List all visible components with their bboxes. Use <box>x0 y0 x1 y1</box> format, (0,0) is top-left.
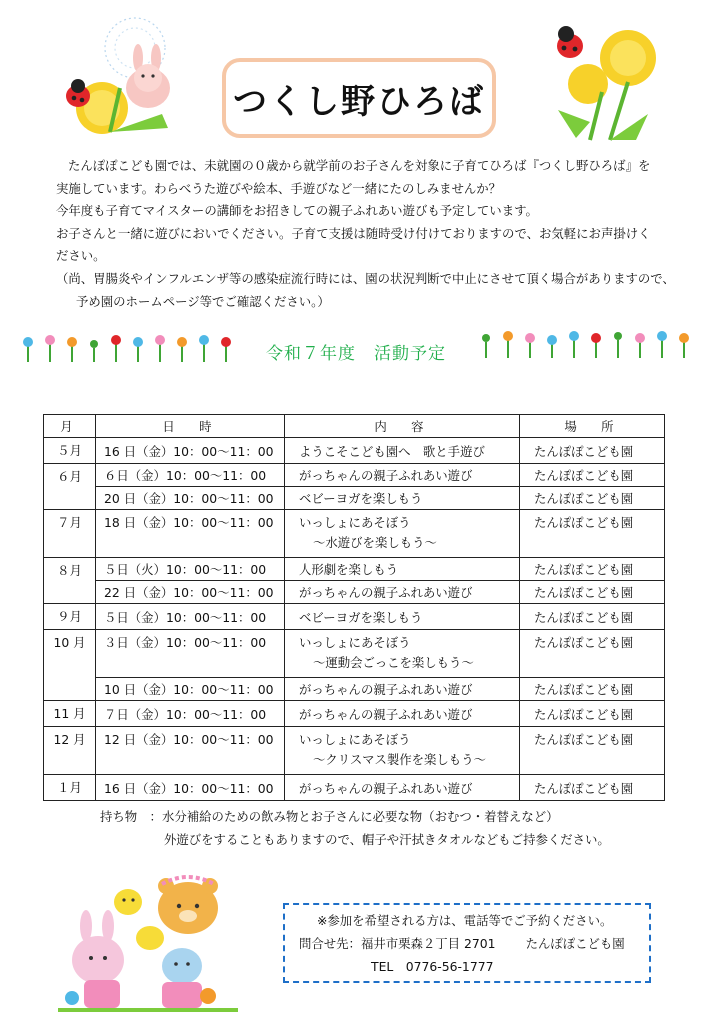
month-cell: ８月 <box>44 558 96 604</box>
content-cell <box>285 630 520 678</box>
place-cell: たんぽぽこども園 <box>520 604 665 630</box>
date-cell: ５日（火）10：00～11：00 <box>96 558 285 581</box>
content-cell: がっちゃんの親子ふれあい遊び <box>285 701 520 727</box>
content-cell: ようこそこども園へ 歌と手遊び <box>285 438 520 464</box>
place-cell: たんぽぽこども園 <box>520 438 665 464</box>
content-cell: がっちゃんの親子ふれあい遊び <box>285 775 520 801</box>
content-cell: がっちゃんの親子ふれあい遊び <box>285 678 520 701</box>
table-row <box>44 701 665 727</box>
dandelion-bunny-illustration <box>50 10 200 140</box>
table-row <box>44 727 665 775</box>
date-cell: 18 日（金）10：00～11：00 <box>96 510 285 558</box>
intro-note: （尚、胃腸炎やインフルエンザ等の感染症流行時には、園の状況判断で中止にさせて頂く場合がありますので、 <box>56 270 675 286</box>
content-subtitle: ～水遊びを楽しもう～ <box>313 535 437 550</box>
table-row <box>44 558 665 581</box>
items-line: 水分補給のための飲み物とお子さんに必要な物（おむつ・着替えなど） <box>162 809 559 824</box>
table-row <box>44 510 665 558</box>
place-cell: たんぽぽこども園 <box>520 510 665 558</box>
intro-line: たんぽぽこども園では、未就園の０歳から就学前のお子さんを対象に子育てひろば『つくし野ひろば』を <box>68 158 651 173</box>
date-cell: 22 日（金）10：00～11：00 <box>96 581 285 604</box>
content-cell: ベビーヨガを楽しもう <box>285 487 520 510</box>
place-cell: たんぽぽこども園 <box>520 775 665 801</box>
table-row <box>44 438 665 464</box>
date-cell: 16 日（金）10：00～11：00 <box>96 775 285 801</box>
contact-phone: TEL 0776-56-1777 <box>371 959 494 974</box>
month-cell: ５月 <box>44 438 96 464</box>
intro-line: 実施しています。わらべうた遊びや絵本、手遊びなど一緒にたのしみませんか？ <box>56 180 502 196</box>
title-box <box>222 58 496 138</box>
place-cell: たんぽぽこども園 <box>520 558 665 581</box>
content-cell: ベビーヨガを楽しもう <box>285 604 520 630</box>
month-cell: １月 <box>44 775 96 801</box>
header-content: 内 容 <box>285 415 520 438</box>
place-cell: たんぽぽこども園 <box>520 727 665 775</box>
place-cell: たんぽぽこども園 <box>520 701 665 727</box>
intro-line: 今年度も子育てマイスターの講師をお招きしての親子ふれあい遊びも予定しています。 <box>56 203 538 219</box>
place-cell: たんぽぽこども園 <box>520 581 665 604</box>
intro-paragraph <box>56 155 676 313</box>
header-month: 月 <box>44 415 96 438</box>
items-line: 外遊びをすることもありますので、帽子や汗拭きタオルなどもご持参ください。 <box>164 831 610 847</box>
month-cell: 10 月 <box>44 630 96 701</box>
intro-line: ださい。 <box>56 248 106 264</box>
animals-illustration <box>58 868 238 1014</box>
table-row <box>44 581 665 604</box>
header-datetime: 日 時 <box>96 415 285 438</box>
date-cell: 10 日（金）10：00～11：00 <box>96 678 285 701</box>
contact-address: 問合せ先：福井市栗森２丁目 2701 <box>299 936 496 951</box>
content-cell: がっちゃんの親子ふれあい遊び <box>285 464 520 487</box>
section-heading: 令和７年度 活動予定 <box>266 344 446 364</box>
date-cell: 16 日（金）10：00～11：00 <box>96 438 285 464</box>
table-row <box>44 464 665 487</box>
table-header-row <box>44 415 665 438</box>
table-row <box>44 678 665 701</box>
flower-strip-left <box>20 328 250 364</box>
content-cell <box>285 510 520 558</box>
month-cell: ７月 <box>44 510 96 558</box>
page-title: つくし野ひろば <box>233 81 485 122</box>
place-cell: たんぽぽこども園 <box>520 678 665 701</box>
table-row <box>44 487 665 510</box>
place-cell: たんぽぽこども園 <box>520 464 665 487</box>
reservation-note: ※参加を希望される方は、電話等でご予約ください。 <box>317 913 613 928</box>
content-title: いっしょにあそぼう <box>299 515 411 530</box>
content-subtitle: ～クリスマス製作を楽しもう～ <box>313 752 486 767</box>
place-cell: たんぽぽこども園 <box>520 630 665 678</box>
month-cell: 11 月 <box>44 701 96 727</box>
schedule-table <box>43 414 665 801</box>
content-title: いっしょにあそぼう <box>299 635 411 650</box>
month-cell: ６月 <box>44 464 96 510</box>
content-cell: がっちゃんの親子ふれあい遊び <box>285 581 520 604</box>
date-cell: ３日（金）10：00～11：00 <box>96 630 285 678</box>
table-row <box>44 775 665 801</box>
date-cell: 20 日（金）10：00～11：00 <box>96 487 285 510</box>
date-cell: ６日（金）10：00～11：00 <box>96 464 285 487</box>
header-place: 場 所 <box>520 415 665 438</box>
date-cell: ５日（金）10：00～11：00 <box>96 604 285 630</box>
content-cell: 人形劇を楽しもう <box>285 558 520 581</box>
intro-line: お子さんと一緒に遊びにおいでください。子育て支援は随時受け付けておりますので、お気軽にお声掛けく <box>56 225 651 241</box>
items-to-bring <box>100 806 610 851</box>
place-cell: たんぽぽこども園 <box>520 487 665 510</box>
intro-note: 予め園のホームページ等でご確認ください。） <box>76 293 330 309</box>
content-cell <box>285 727 520 775</box>
contact-address-row <box>299 932 649 955</box>
flower-strip-right <box>478 324 708 360</box>
date-cell: 12 日（金）10：00～11：00 <box>96 727 285 775</box>
contact-box <box>283 903 651 983</box>
content-title: いっしょにあそぼう <box>299 732 411 747</box>
content-subtitle: ～運動会ごっこを楽しもう～ <box>313 655 474 670</box>
table-row <box>44 630 665 678</box>
date-cell: ７日（金）10：00～11：00 <box>96 701 285 727</box>
ladybug-dandelion-illustration <box>540 22 670 142</box>
month-cell: ９月 <box>44 604 96 630</box>
contact-org: たんぽぽこども園 <box>525 936 625 951</box>
month-cell: 12 月 <box>44 727 96 775</box>
table-row <box>44 604 665 630</box>
items-label: 持ち物 ： <box>100 809 162 824</box>
